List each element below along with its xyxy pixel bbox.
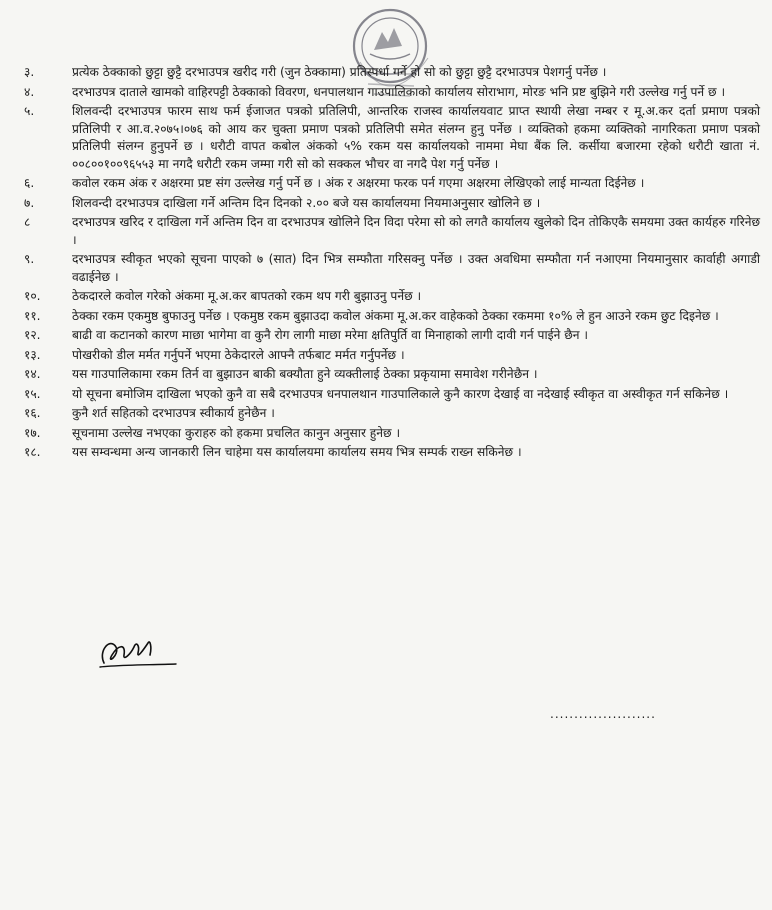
term-number: १४.	[24, 367, 41, 381]
term-text: दरभाउपत्र खरिद र दाखिला गर्ने अन्तिम दिन वा दरभाउपत्र खोलिने दिन विदा परेमा सो को लगतै कार्यालय खुलेको दिन तोकिएकै समयमा उक्त कार्यहरु गरिनेछ ।	[72, 215, 760, 247]
term-item	[20, 425, 760, 443]
term-number: १३.	[24, 347, 41, 362]
term-item	[20, 214, 760, 249]
term-number: १०.	[24, 289, 41, 303]
term-text: पोखरीको डील मर्मत गर्नुपर्ने भएमा ठेकेदारले आफ्नै तर्फबाट मर्मत गर्नुपर्नेछ ।	[72, 347, 405, 362]
term-item	[20, 195, 760, 213]
term-text: कुनै शर्त सहितको दरभाउपत्र स्वीकार्य हुनेछैन ।	[72, 406, 275, 420]
term-item	[20, 347, 760, 365]
term-text: दरभाउपत्र दाताले खामको वाहिरपट्टी ठेक्काको विवरण, धनपालथान गाउपालिकाको कार्यालय सोराभाग, मोरङ भनि प्रष्ट बुझिने गरी उल्लेख गर्नु पर्ने छ ।	[72, 84, 726, 99]
term-number: १७.	[24, 425, 41, 440]
term-text: सूचनामा उल्लेख नभएका कुराहरु को हकमा प्रचलित कानुन अनुसार हुनेछ ।	[72, 425, 401, 440]
term-text: शिलवन्दी दरभाउपत्र दाखिला गर्ने अन्तिम दिन दिनको २.०० बजे यस कार्यालयमा नियमाअनुसार खोलिने छ ।	[72, 195, 541, 210]
term-number: ८	[24, 215, 31, 229]
term-number: ४.	[24, 84, 35, 99]
term-item	[20, 327, 760, 345]
term-item	[20, 175, 760, 193]
term-number: १५.	[24, 386, 41, 401]
term-number: ६.	[24, 176, 35, 190]
term-text: यस सम्वन्धमा अन्य जानकारी लिन चाहेमा यस कार्यालयमा कार्यालय समय भित्र सम्पर्क राख्न सकिनेछ ।	[72, 445, 522, 459]
term-number: १८.	[24, 445, 41, 459]
term-number: १२.	[24, 328, 41, 342]
term-text: ठेक्का रकम एकमुष्ठ बुफाउनु पर्नेछ । एकमुष्ठ रकम बुझाउदा कवोल अंकमा मू.अ.कर वाहेकको ठेक्का रकममा १०% ले हुन आउने रकम छुट दिइनेछ ।	[72, 308, 719, 323]
term-text: ठेकदारले कवोल गरेको अंकमा मू.अ.कर बापतको रकम थप गरी बुझाउनु पर्नेछ ।	[72, 289, 422, 303]
term-item	[20, 103, 760, 173]
term-item	[20, 288, 760, 306]
term-item	[20, 444, 760, 462]
terms-list	[20, 64, 760, 464]
term-item	[20, 405, 760, 423]
term-number: १६.	[24, 406, 41, 420]
term-item	[20, 64, 760, 82]
term-number: ७.	[24, 195, 35, 210]
term-text: दरभाउपत्र स्वीकृत भएको सूचना पाएको ७ (सात) दिन भित्र सम्फौता गरिसक्नु पर्नेछ । उक्त अवधिमा सम्फौता गर्न नआएमा नियमानुसार कार्वाही अगाडी वढाईनेछ ।	[72, 252, 760, 284]
term-text: प्रत्येक ठेक्काको छुट्टा छुट्टै दरभाउपत्र खरीद गरी (जुन ठेक्कामा) प्रतिस्पर्धा गर्ने हो सो को छुट्टा छुट्टै दरभाउपत्र पेशगर्नु पर्नेछ ।	[72, 65, 607, 79]
term-number: ३.	[24, 65, 35, 79]
term-text: यस गाउपालिकामा रकम तिर्न वा बुझाउन बाकी बक्यौता हुने व्यक्तीलाई ठेक्का प्रकृयामा समावेश गरीनेछैन ।	[72, 367, 538, 381]
term-number: ५.	[24, 104, 35, 118]
term-text: यो सूचना बमोजिम दाखिला भएको कुनै वा सबै दरभाउपत्र धनपालथान गाउपालिकाले कुनै कारण देखाई वा नदेखाई स्वीकृत वा अस्वीकृत गर्न सकिनेछ ।	[72, 386, 729, 401]
term-item	[20, 308, 760, 326]
term-number: ९.	[24, 252, 35, 266]
term-item	[20, 251, 760, 286]
term-item	[20, 366, 760, 384]
signature-line: ......................	[550, 707, 656, 721]
term-item	[20, 386, 760, 404]
handwritten-signature	[96, 625, 180, 675]
term-number: ११.	[24, 308, 41, 323]
term-item	[20, 84, 760, 102]
term-text: शिलवन्दी दरभाउपत्र फारम साथ फर्म ईजाजत पत्रको प्रतिलिपी, आन्तरिक राजस्व कार्यालयवाट प्राप्त स्थायी लेखा नम्बर र मू.अ.कर दर्ता प्रमाण पत्रको प्रतिलिपी र आ.व.२०७५।०७६ को आय कर चुक्ता प्रमाण पत्रको प्रतिलिपी समेत संलग्न हुनु पर्नेछ । व्यक्तिको हकमा व्यक्तिको नागरिकता प्रमाण पत्रको प्रतिलिपी संलग्न हुनुपर्ने छ । धरौटी वापत कबोल अंकको ५% रकम यस कार्यालयको नाममा मेघा बैंक लि. कर्सीया बजारमा रहेको धरौटी खाता नं. ००८००१००९६५५३ मा नगदै धरौटी रकम जम्मा गरी सो को सक्कल भौचर वा नगदै पेश गर्नु पर्नेछ ।	[72, 104, 760, 171]
term-text: बाढी वा कटानको कारण माछा भागेमा वा कुनै रोग लागी माछा मरेमा क्षतिपुर्ति वा मिनाहाको लागी दावी गर्न पाईने छैन ।	[72, 328, 589, 342]
term-text: कवोल रकम अंक र अक्षरमा प्रष्ट संग उल्लेख गर्नु पर्ने छ । अंक र अक्षरमा फरक पर्न गएमा अक्षरमा लेखिएको लाई मान्यता दिईनेछ ।	[72, 176, 645, 190]
